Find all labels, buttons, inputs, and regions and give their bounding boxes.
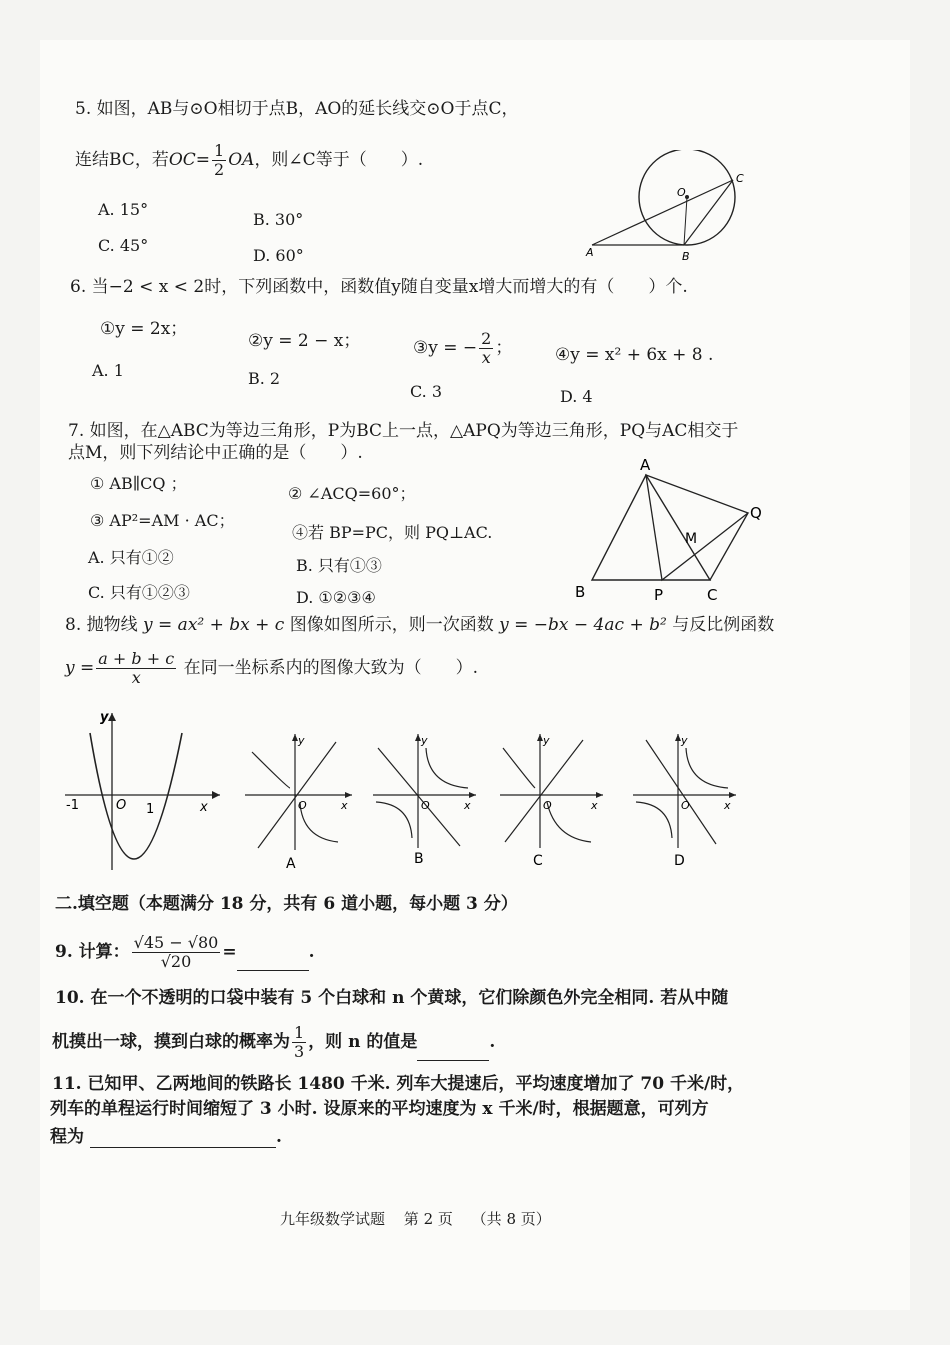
q7-statement-3: ③ AP²=AM · AC； xyxy=(90,511,235,530)
q8-parabola-graph xyxy=(60,705,230,875)
q7-label-b: B xyxy=(575,583,586,601)
q6-function-3: ③y = − $\frac{2}{x}$ ； xyxy=(413,329,513,367)
q5-label-o: O xyxy=(677,186,686,199)
q7-option-d: D. ①②③④ xyxy=(296,588,376,607)
svg-text:O: O xyxy=(116,798,127,813)
q5-label-b: B xyxy=(682,250,690,263)
q7-line1: 7. 如图，在△ABC为等边三角形，P为BC上一点，△APQ为等边三角形，PQ与AC相交于 xyxy=(68,421,739,441)
svg-text:x: x xyxy=(724,799,731,812)
svg-text:x: x xyxy=(341,799,348,812)
q8-option-d-graph xyxy=(628,730,748,875)
q11-answer-blank[interactable] xyxy=(90,1131,276,1148)
svg-text:O: O xyxy=(421,799,430,812)
footer-total: （共 8 页） xyxy=(471,1210,551,1228)
q5-line2: 连结BC，若OC= $\frac{1}{2}$ OA，则∠C等于（ ）. xyxy=(75,141,424,179)
q7-option-a: A. 只有①② xyxy=(88,548,174,567)
q9: 9. 计算： $\frac{√45 - √80}{√20}$ = . xyxy=(55,933,315,971)
q5-option-d: D. 60° xyxy=(253,246,304,265)
q8-option-c-graph xyxy=(495,730,615,875)
svg-text:x: x xyxy=(464,799,471,812)
q8-option-b-label: B xyxy=(414,851,424,867)
svg-text:x: x xyxy=(200,800,208,815)
q5-label-a: A xyxy=(586,246,594,259)
q6-function-4: ④y = x² + 6x + 8 . xyxy=(555,345,714,365)
q10-line1: 10. 在一个不透明的口袋中装有 5 个白球和 n 个黄球，它们除颜色外完全相同. 若从中随 xyxy=(55,988,729,1008)
q11-line3: 程为 . xyxy=(50,1127,282,1147)
q6-option-d: D. 4 xyxy=(560,387,593,406)
q5-line1: 5. 如图，AB与⊙O相切于点B，AO的延长线交⊙O于点C， xyxy=(75,99,519,119)
q8-option-a-label: A xyxy=(286,856,296,872)
q8-parabola-curve xyxy=(90,733,182,859)
q7-line-cq xyxy=(710,513,748,580)
q7-statement-2: ② ∠ACQ=60°； xyxy=(288,484,416,503)
q8-option-b-graph xyxy=(368,730,488,875)
q7-label-m: M xyxy=(685,531,698,547)
q8-line2: y = $\frac{a + b + c}{x}$ 在同一坐标系内的图像大致为（ ）. xyxy=(65,649,478,687)
q5-label-c: C xyxy=(736,172,744,185)
svg-text:y: y xyxy=(421,734,428,747)
q7-statement-1: ① AB∥CQ ； xyxy=(90,474,187,493)
q5-option-c: C. 45° xyxy=(98,236,149,255)
footer-title: 九年级数学试题 xyxy=(280,1210,386,1228)
svg-text:y: y xyxy=(543,734,550,747)
svg-text:1: 1 xyxy=(146,802,155,817)
footer-page: 第 2 页 xyxy=(403,1210,453,1228)
page-footer xyxy=(280,1208,565,1229)
q7-label-c: C xyxy=(707,586,718,604)
q5-option-b: B. 30° xyxy=(253,210,304,229)
svg-text:y: y xyxy=(100,710,109,725)
svg-text:O: O xyxy=(298,799,307,812)
svg-text:O: O xyxy=(543,799,552,812)
q7-option-b: B. 只有①③ xyxy=(296,556,382,575)
q8-option-d-label: D xyxy=(674,853,685,869)
q7-label-q: Q xyxy=(750,504,762,522)
q6-function-1: ①y = 2x； xyxy=(100,319,188,339)
q6-option-c: C. 3 xyxy=(410,382,443,401)
q7-statement-4: ④若 BP=PC，则 PQ⊥AC. xyxy=(292,523,493,542)
q11-line2: 列车的单程运行时间缩短了 3 小时. 设原来的平均速度为 x 千米/时，根据题意，可列方 xyxy=(50,1099,709,1119)
q6-stem: 6. 当−2 < x < 2时，下列函数中，函数值y随自变量x增大而增大的有（ ）个. xyxy=(70,277,688,297)
q6-option-a: A. 1 xyxy=(92,361,124,380)
q7-option-c: C. 只有①②③ xyxy=(88,583,190,602)
section-2-heading: 二.填空题（本题满分 18 分，共有 6 道小题，每小题 3 分） xyxy=(55,894,518,914)
svg-text:y: y xyxy=(681,734,688,747)
svg-text:-1: -1 xyxy=(66,798,79,813)
q9-answer-blank[interactable] xyxy=(237,954,309,971)
svg-text:y: y xyxy=(298,734,305,747)
q8-option-c-label: C xyxy=(533,853,543,869)
q6-function-2: ②y = 2 − x； xyxy=(248,331,361,351)
q8-option-a-graph xyxy=(240,730,360,875)
q7-triangle-figure xyxy=(570,455,785,610)
q5-circle-figure xyxy=(580,150,760,265)
q8-line1: 8. 抛物线 y = ax² + bx + c 图像如图所示，则一次函数 y = −bx − 4ac + b² 与反比例函数 xyxy=(65,615,775,635)
q7-label-a: A xyxy=(640,456,651,474)
q11-line1: 11. 已知甲、乙两地间的铁路长 1480 千米. 列车大提速后，平均速度增加了 70 千米/时， xyxy=(52,1074,745,1094)
q7-triangle-abc xyxy=(592,475,710,580)
q5-option-a: A. 15° xyxy=(98,200,149,219)
svg-text:O: O xyxy=(681,799,690,812)
q5-line-bc xyxy=(684,180,733,245)
q7-line2: 点M，则下列结论中正确的是（ ）. xyxy=(68,443,363,463)
q7-label-p: P xyxy=(654,586,664,604)
q5-line-ac xyxy=(592,180,733,245)
q5-line-ob xyxy=(684,197,687,245)
q10-line2: 机摸出一球，摸到白球的概率为 $\frac{1}{3}$ ，则 n 的值是 . xyxy=(52,1023,496,1061)
q7-triangle-apq xyxy=(646,475,748,580)
q10-answer-blank[interactable] xyxy=(417,1044,489,1061)
q6-option-b: B. 2 xyxy=(248,369,281,388)
svg-text:x: x xyxy=(591,799,598,812)
